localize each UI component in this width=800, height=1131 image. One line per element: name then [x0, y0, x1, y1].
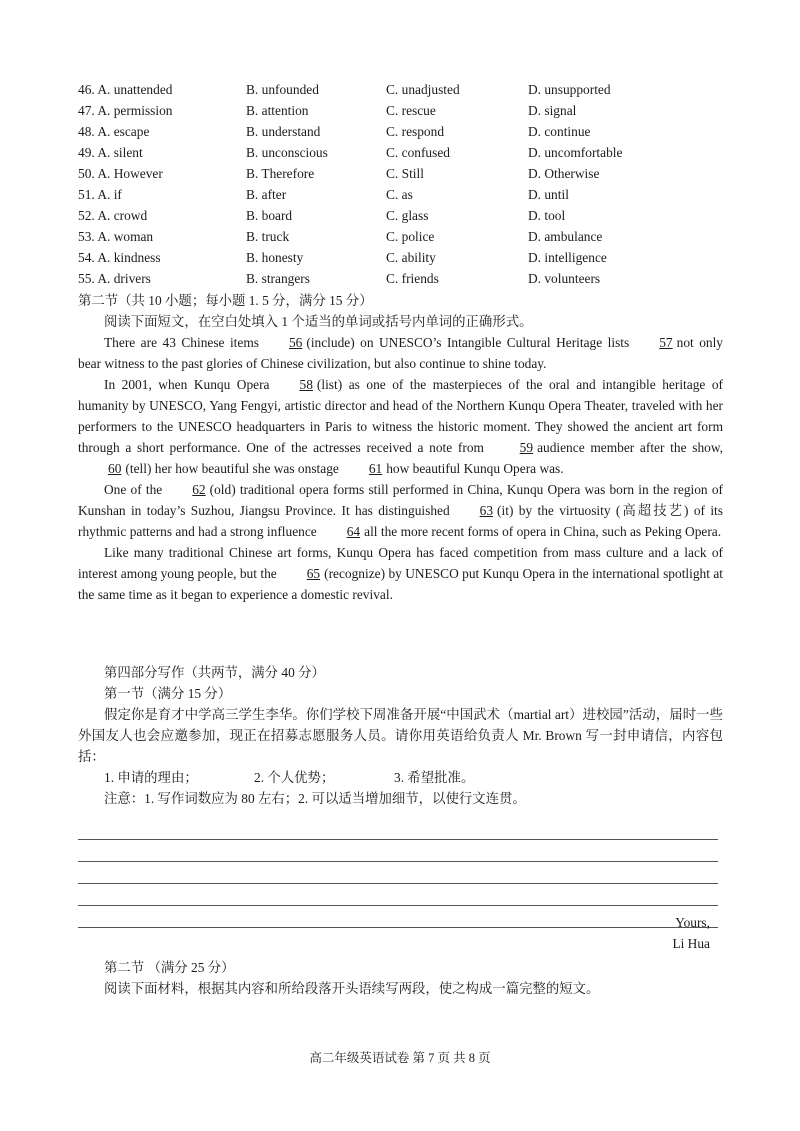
answer-line — [78, 862, 718, 884]
part-heading: 第四部分写作（共两节，满分 40 分） — [104, 665, 325, 680]
option-d: D. Otherwise — [528, 166, 600, 181]
option-c: C. Still — [386, 166, 424, 181]
signature: Li Hua — [672, 936, 710, 951]
passage-text: In 2001, when Kunqu Opera — [104, 377, 270, 392]
option-c: C. rescue — [386, 103, 436, 118]
blank-61: 61 — [368, 461, 383, 476]
option-c: C. police — [386, 229, 435, 244]
option-row — [78, 205, 718, 226]
option-row — [78, 79, 718, 100]
section-heading: 第二节（共 10 小题；每小题 1. 5 分，满分 15 分） — [78, 293, 373, 308]
option-row — [78, 226, 718, 247]
answer-lines — [78, 818, 718, 928]
passage-text: There are 43 Chinese items — [104, 335, 259, 350]
option-row — [78, 247, 718, 268]
subsection-heading: 第一节（满分 15 分） — [104, 686, 232, 701]
passage-text: (list) as one of the masterpieces of the oral and intangible heritage of humanity by UNESCO, Yang Fengyi, artistic director and head of the Northern Kunqu Opera Theater, traveled with her performers to the UNESCO headquarters in Paris to witness the historic moment. They showed the ancient art form through a short performance. One of the actresses received a note from — [78, 377, 724, 455]
cloze-options — [78, 79, 718, 289]
option-b: B. unfounded — [246, 82, 319, 97]
passage-text: how beautiful Kunqu Opera was. — [386, 461, 564, 476]
passage-paragraph-3 — [78, 479, 723, 542]
point-3: 3. 希望批准。 — [394, 770, 475, 785]
option-a: 52. A. crowd — [78, 208, 148, 223]
blank-60: 60 — [108, 461, 122, 476]
option-b: B. attention — [246, 103, 309, 118]
option-d: D. volunteers — [528, 271, 601, 286]
option-row — [78, 163, 718, 184]
option-c: C. ability — [386, 250, 436, 265]
passage-text: not only bear witness to the past glories of Chinese civilization, but also continue to shine today. — [78, 335, 724, 371]
option-c: C. as — [386, 187, 413, 202]
point-2: 2. 个人优势； — [254, 770, 335, 785]
blank-62: 62 — [192, 482, 206, 497]
blank-56: 56 — [288, 335, 303, 350]
option-b: B. honesty — [246, 250, 304, 265]
writing-prompt: 假定你是育才中学高三学生李华。你们学校下周准备开展“中国武术（martial art）进校园”活动，届时一些外国友人也会应邀参加，现正在招募志愿服务人员。请你用英语给负责人 Mr. Brown 写一封申请信，内容包括： — [78, 707, 723, 764]
option-row — [78, 268, 718, 289]
option-c: C. unadjusted — [386, 82, 460, 97]
blank-63: 63 — [479, 503, 494, 518]
option-d: D. until — [528, 187, 569, 202]
option-row — [78, 142, 718, 163]
passage-text: Like many traditional Chinese art forms, Kunqu Opera has faced competition from mass culture and a lack of interest among young people, but the — [78, 545, 723, 581]
blank-58: 58 — [299, 377, 313, 392]
continuation-section — [78, 957, 723, 999]
passage-paragraph-1 — [78, 332, 723, 374]
option-d: D. continue — [528, 124, 591, 139]
grammar-fill-section — [78, 290, 723, 605]
option-c: C. respond — [386, 124, 445, 139]
option-row — [78, 100, 718, 121]
page-footer: 高二年级英语试卷 第 7 页 共 8 页 — [309, 1051, 491, 1065]
option-a: 54. A. kindness — [78, 250, 161, 265]
option-d: D. signal — [528, 103, 577, 118]
option-a: 53. A. woman — [78, 229, 154, 244]
option-a: 47. A. permission — [78, 103, 173, 118]
option-d: D. ambulance — [528, 229, 603, 244]
passage-text: One of the — [104, 482, 163, 497]
blank-64: 64 — [346, 524, 361, 539]
option-c: C. glass — [386, 208, 429, 223]
section-instruction: 阅读下面短文，在空白处填入 1 个适当的单词或括号内单词的正确形式。 — [104, 314, 533, 329]
blank-57: 57 — [659, 335, 673, 350]
option-b: B. unconscious — [246, 145, 328, 160]
option-c: C. confused — [386, 145, 450, 160]
passage-paragraph-4 — [78, 542, 723, 605]
subsection-heading: 第二节 （满分 25 分） — [104, 960, 235, 975]
option-d: D. tool — [528, 208, 566, 223]
option-a: 55. A. drivers — [78, 271, 151, 286]
option-c: C. friends — [386, 271, 439, 286]
content-points — [78, 767, 723, 788]
option-row — [78, 184, 718, 205]
option-a: 49. A. silent — [78, 145, 143, 160]
option-b: B. Therefore — [246, 166, 315, 181]
point-1: 1. 申请的理由； — [104, 770, 198, 785]
passage-text: (include) on UNESCO’s Intangible Cultural Heritage lists — [306, 335, 630, 350]
passage-text: (tell) her how beautiful she was onstage — [125, 461, 339, 476]
writing-note: 注意：1. 写作词数应为 80 左右；2. 可以适当增加细节，以使行文连贯。 — [104, 791, 526, 806]
writing-section — [78, 662, 723, 809]
option-d: D. unsupported — [528, 82, 611, 97]
passage-text: (it) by the virtuosity (高超技艺) of its rhythmic patterns and had a strong influence — [78, 503, 723, 539]
option-b: B. understand — [246, 124, 321, 139]
passage-text: all the more recent forms of opera in China, such as Peking Opera. — [364, 524, 722, 539]
option-a: 46. A. unattended — [78, 82, 173, 97]
option-b: B. truck — [246, 229, 290, 244]
answer-line — [78, 840, 718, 862]
letter-signoff — [672, 912, 710, 954]
option-b: B. strangers — [246, 271, 310, 286]
answer-line — [78, 906, 718, 928]
option-b: B. board — [246, 208, 293, 223]
passage-paragraph-2 — [78, 374, 723, 479]
answer-line — [78, 818, 718, 840]
subsection-instruction: 阅读下面材料，根据其内容和所给段落开头语续写两段，使之构成一篇完整的短文。 — [104, 981, 600, 996]
answer-line — [78, 884, 718, 906]
option-d: D. intelligence — [528, 250, 607, 265]
passage-text: (recognize) by UNESCO put Kunqu Opera in the international spotlight at the same time as it began to experience a domestic revival. — [78, 566, 724, 602]
option-b: B. after — [246, 187, 287, 202]
passage-text: audience member after the show, — [537, 440, 723, 455]
blank-59: 59 — [519, 440, 534, 455]
option-a: 51. A. if — [78, 187, 122, 202]
option-d: D. uncomfortable — [528, 145, 623, 160]
option-a: 50. A. However — [78, 166, 163, 181]
option-a: 48. A. escape — [78, 124, 150, 139]
closing: Yours, — [675, 915, 710, 930]
blank-65: 65 — [306, 566, 321, 581]
passage-text: (old) traditional opera forms still performed in China, Kunqu Opera was born in the region of Kunshan in today’s Suzhou, Jiangsu Province. It has distinguished — [78, 482, 723, 518]
option-row — [78, 121, 718, 142]
